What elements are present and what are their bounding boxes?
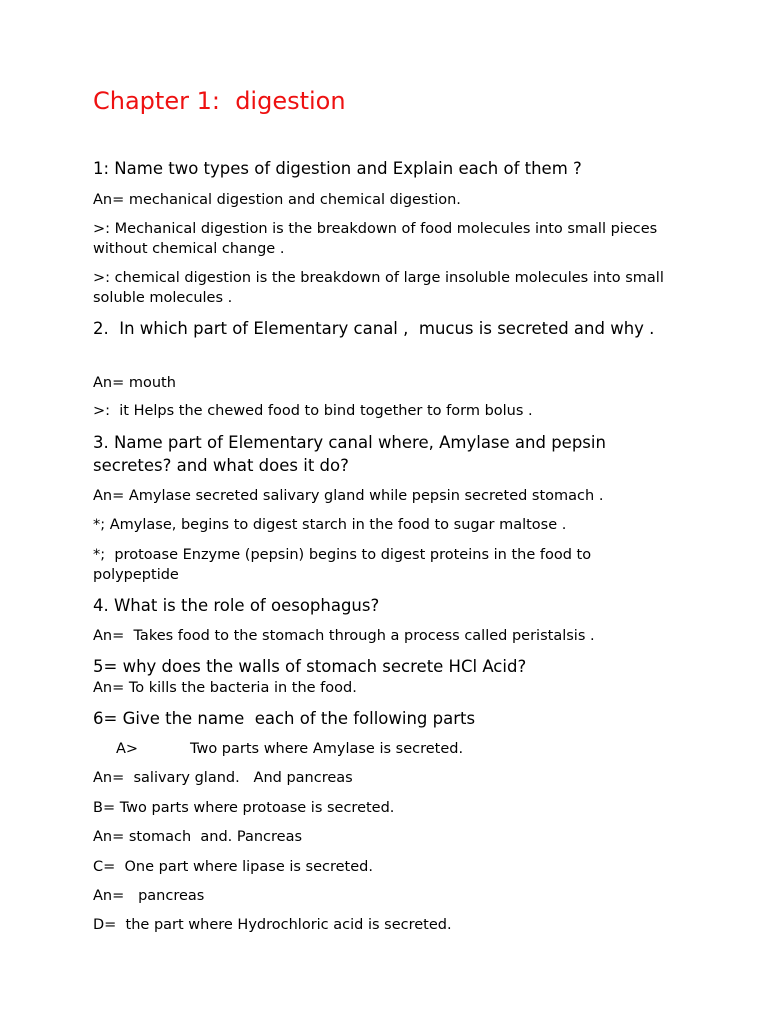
part-d-text: D= the part where Hydrochloric acid is secreted. [93,917,452,933]
answer-1-point-2: >: chemical digestion is the breakdown of large insoluble molecules into small soluble molecules . [93,270,669,306]
answer-2-point-1: >: it Helps the chewed food to bind together to form bolus . [93,403,533,419]
answer-1: An= mechanical digestion and chemical digestion. [93,192,461,208]
chapter-title: Chapter 1: digestion [93,87,346,115]
part-c-answer: An= pancreas [93,888,205,904]
answer-3-point-2: *; protoase Enzyme (pepsin) begins to digest proteins in the food to polypeptide [93,547,596,583]
question-5: 5= why does the walls of stomach secrete HCl Acid? [93,657,527,676]
answer-3: An= Amylase secreted salivary gland while pepsin secreted stomach . [93,488,604,504]
part-b-text: B= Two parts where protoase is secreted. [93,800,395,816]
question-6: 6= Give the name each of the following parts [93,709,476,728]
part-a-marker: A> [116,741,139,757]
question-4: 4. What is the role of oesophagus? [93,596,380,615]
answer-5: An= To kills the bacteria in the food. [93,680,357,696]
question-3: 3. Name part of Elementary canal where, Amylase and pepsin secretes? and what does it do? [93,433,612,475]
answer-4: An= Takes food to the stomach through a process called peristalsis . [93,628,595,644]
part-c-text: C= One part where lipase is secreted. [93,859,373,875]
answer-1-point-1: >: Mechanical digestion is the breakdown of food molecules into small pieces without chemical change . [93,221,662,257]
answer-2: An= mouth [93,375,176,391]
answer-3-point-1: *; Amylase, begins to digest starch in the food to sugar maltose . [93,517,567,533]
part-a-answer: An= salivary gland. And pancreas [93,770,353,786]
question-2: 2. In which part of Elementary canal , mucus is secreted and why . [93,319,655,338]
part-a-text: Two parts where Amylase is secreted. [190,741,464,757]
part-b-answer: An= stomach and. Pancreas [93,829,303,845]
question-1: 1: Name two types of digestion and Explain each of them ? [93,159,582,178]
